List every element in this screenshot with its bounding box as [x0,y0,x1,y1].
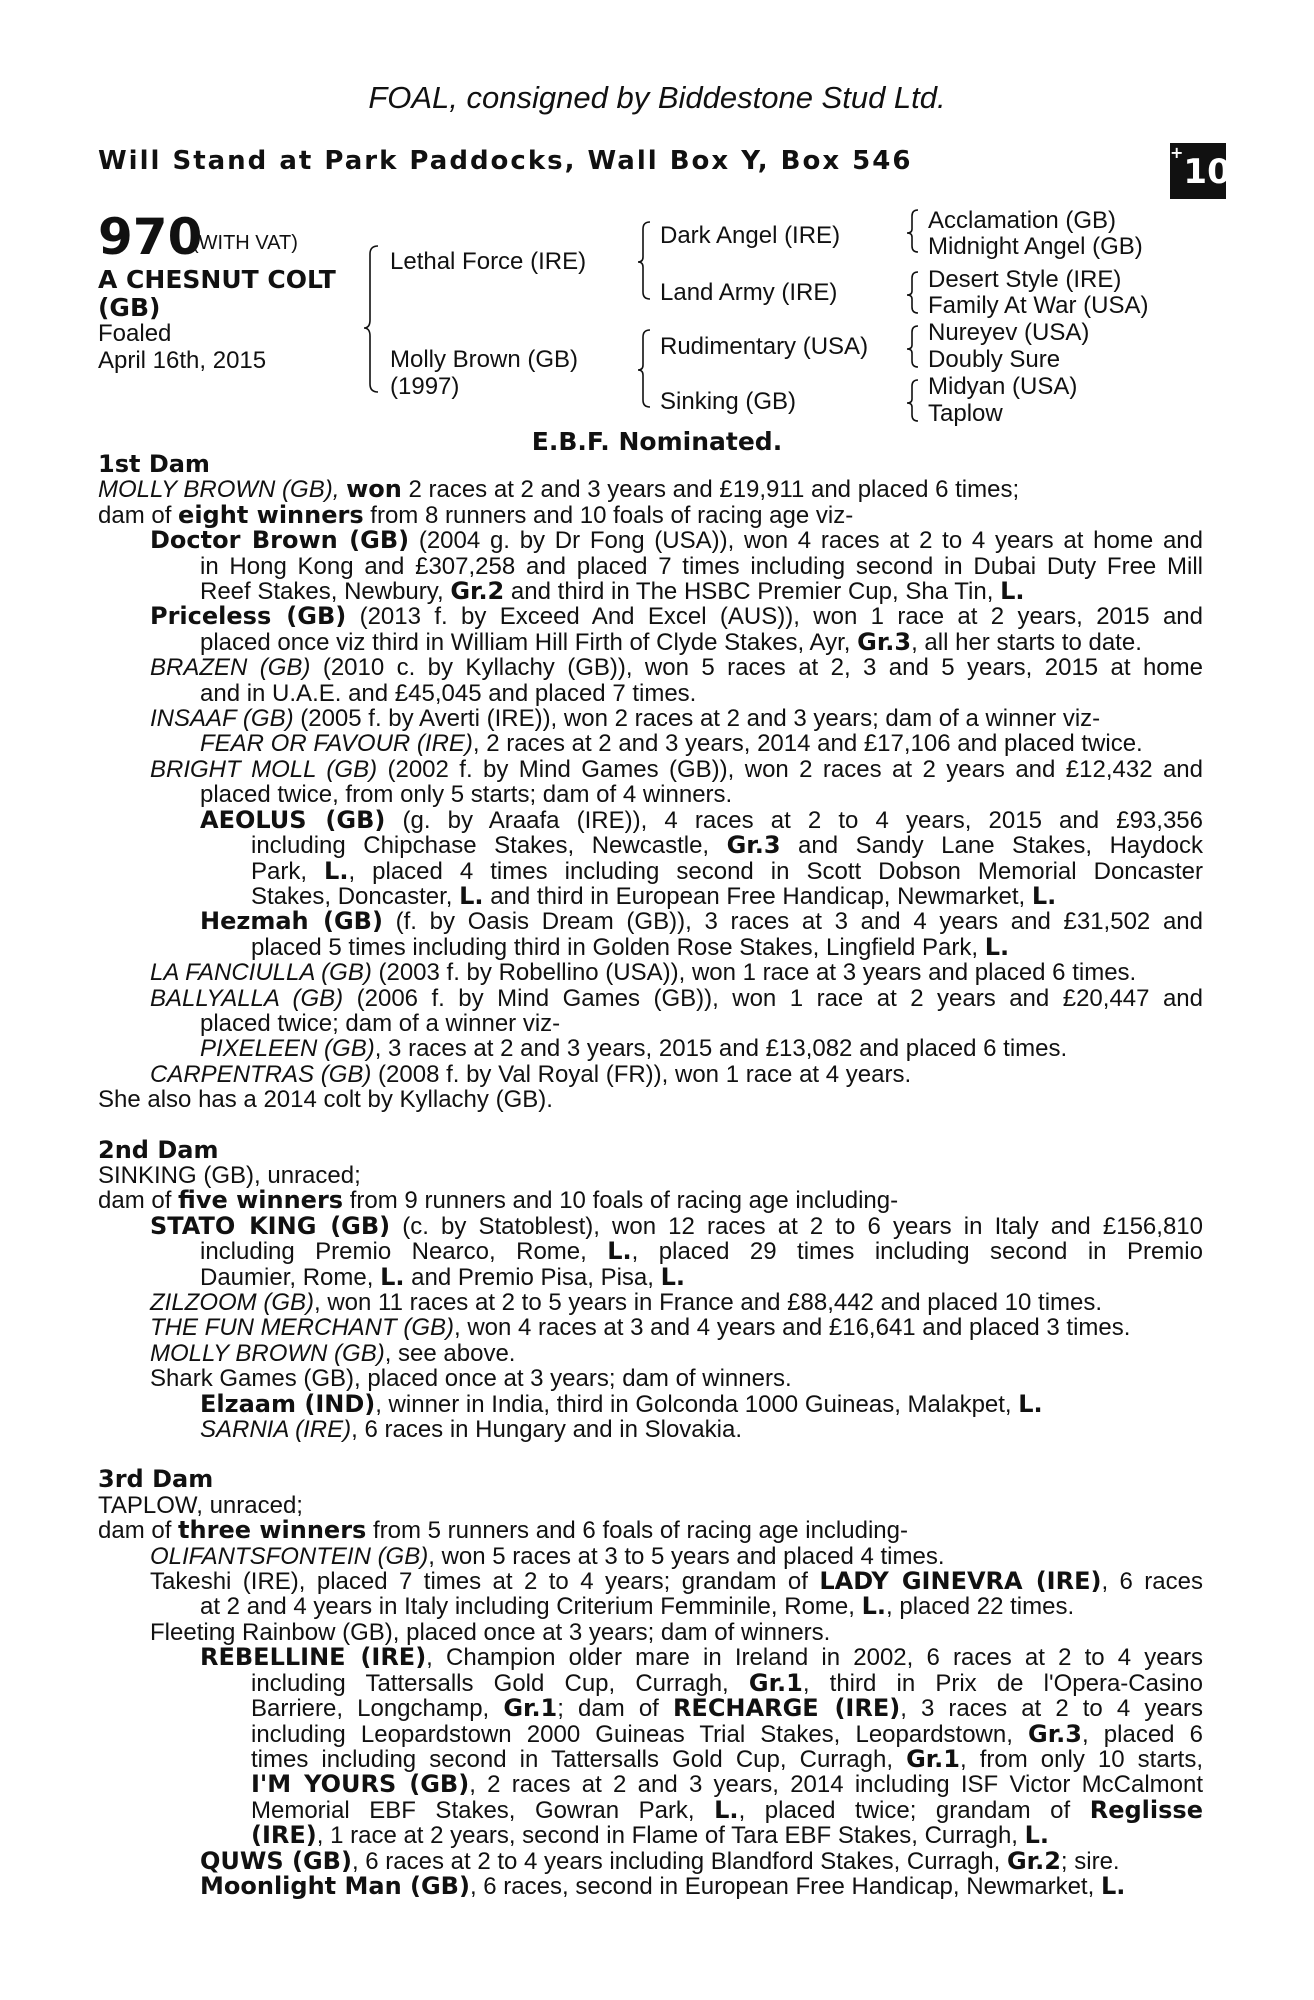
text: placed once viz third in William Hill Firth of Clyde Stakes, Ayr, [200,628,858,656]
pedigree-sire: Lethal Force (IRE) [390,248,587,275]
text: and Sandy Lane Stakes, Haydock [780,832,1203,860]
grand-produce-entry [98,1417,1203,1442]
horse-name: PIXELEEN (GB) [200,1035,375,1063]
text: , 6 races [1101,1568,1203,1596]
grade: Gr.2 [1006,1846,1061,1875]
text: (2008 f. by Val Royal (FR)), won 1 race at 4 years. [371,1060,912,1088]
foaled-date: April 16th, 2015 [98,347,267,374]
text: , 2 races at 2 and 3 years, 2014 and £17,106 and placed twice. [472,730,1143,758]
produce-entry [98,986,1203,1011]
text: dam of [98,1517,179,1545]
text: , placed 29 times including second in Premio [631,1238,1203,1266]
grand-produce-cont [98,856,1204,885]
listed: L. [1100,1871,1126,1900]
horse-name: INSAAF (GB) [150,705,294,733]
horse-name: SARNIA (IRE) [200,1416,352,1444]
text: placed twice; dam of a winner viz- [200,1009,561,1037]
pedigree-sire-sire: Dark Angel (IRE) [660,222,841,249]
text: and third in The HSBC Premier Cup, Sha Tin, [504,578,1001,606]
text: , placed 22 times. [886,1593,1075,1621]
listed: L. [607,1237,632,1266]
text: Memorial EBF Stakes, Gowran Park, [251,1796,715,1824]
grand-produce-cont [98,833,1203,858]
text: , placed 4 times including second in Scott Dobson Memorial Doncaster [348,857,1204,885]
lot-description-line1: A CHESNUT COLT [98,265,336,294]
text: , Champion older mare in Ireland in 2002, 6 races at 2 to 4 years [426,1644,1203,1672]
dam-history [98,452,1203,1899]
grand-produce-entry [98,1645,1203,1670]
produce-entry-cont [98,554,1203,579]
pedigree-dam-year: (1997) [390,373,460,400]
horse-name: Moonlight Man (GB) [200,1871,470,1900]
ebf-nomination: E.B.F. Nominated. [531,427,783,456]
grade: Gr.1 [748,1668,803,1697]
text: , see above. [384,1339,516,1367]
brace-g4 [907,380,918,421]
produce-entry-cont [98,579,1203,604]
grand-produce-cont [98,1823,1203,1848]
text: in Hong Kong and £307,258 and placed 7 times including second in Dubai Duty Free Mill [200,552,1203,580]
produce-entry-cont [98,782,1203,807]
horse-name: CARPENTRAS (GB) [150,1060,372,1088]
foaled-label: Foaled [98,320,172,347]
catalogue-title: FOAL, consigned by Biddestone Stud Ltd. [368,80,946,115]
winner-count: three winners [178,1516,367,1545]
text: (2010 c. by Kyllachy (GB)), won 5 races at 2, 3 and 5 years, 2015 at home [310,654,1203,682]
text: (f. by Oasis Dream (GB)), 3 races at 3 and 4 years and £31,502 and [382,908,1203,936]
pedigree-braces [0,0,1314,440]
text: , from only 10 starts, [960,1745,1204,1773]
text: and Premio Pisa, Pisa, [404,1263,661,1291]
listed: L. [1031,881,1057,910]
grand-produce-cont [98,1668,1203,1697]
produce-entry [98,604,1203,629]
brace-g3 [907,326,918,367]
grade: Gr.1 [503,1694,558,1723]
lot-description-line2: (GB) [98,293,161,322]
grand-produce-cont [98,932,1203,961]
horse-name: MOLLY BROWN (GB) [150,1339,385,1367]
listed: L. [324,856,349,885]
second-dam-produce [98,1188,1203,1213]
text: including Tattersalls Gold Cup, Curragh, [251,1669,749,1697]
text: ; sire. [1060,1847,1120,1875]
text: , 3 races at 2 and 3 years, 2015 and £13,082 and placed 6 times. [374,1035,1068,1063]
first-dam-line [98,477,1203,502]
horse-name: Doctor Brown (GB) [150,526,410,555]
grand-produce-cont [98,1696,1203,1721]
text: from 8 runners and 10 foals of racing age viz- [363,501,854,529]
grand-produce-cont [98,1744,1204,1773]
second-dam-line: SINKING (GB), unraced; [98,1161,361,1189]
horse-name: I'M YOURS (GB) [251,1770,470,1799]
horse-name: QUWS (GB) [200,1846,352,1875]
produce-entry [98,1315,1203,1340]
produce-entry-cont [98,627,1203,656]
text: ; dam of [557,1695,673,1723]
grand-produce-entry [98,731,1203,756]
horse-name: FEAR OR FAVOUR (IRE) [200,730,473,758]
pedigree-g3-2: Midnight Angel (GB) [928,233,1143,260]
grand-produce-entry [98,805,1203,834]
won-text: won [346,475,402,504]
text: dam of [98,1187,179,1215]
text: , third in Prix de l'Opera-Casino [802,1669,1203,1697]
text: Stakes, Doncaster, [251,882,460,910]
third-dam-heading: 3rd Dam [98,1465,214,1494]
horse-name: BRIGHT MOLL (GB) [150,755,378,783]
text: , 6 races in Hungary and in Slovakia. [351,1416,743,1444]
produce-entry [98,1544,1203,1569]
grade: Gr.2 [450,577,505,606]
text: , won 11 races at 2 to 5 years in France and £88,442 and placed 10 times. [314,1289,1103,1316]
lot-vat: (WITH VAT) [192,232,298,254]
text: , winner in India, third in Golconda 1000 Guineas, Malakpet, [375,1390,1019,1418]
horse-name: Elzaam (IND) [200,1389,376,1418]
horse-name: OLIFANTSFONTEIN (GB) [150,1542,429,1570]
text: (2006 f. by Mind Games (GB)), won 1 race at 2 years and £20,447 and [343,984,1204,1012]
also-note: She also has a 2014 colt by Kyllachy (GB). [98,1086,553,1114]
produce-entry [98,1341,1203,1366]
winner-count: eight winners [178,500,364,529]
produce-entry-cont [98,1239,1203,1264]
produce-entry [98,1062,1203,1087]
produce-entry [98,528,1203,553]
pedigree-sire-dam: Land Army (IRE) [660,279,838,306]
produce-entry [98,757,1203,782]
text: (2005 f. by Averti (IRE)), won 2 races at 2 and 3 years; dam of a winner viz- [293,705,1101,733]
text: , won 4 races at 3 and 4 years and £16,641 and placed 3 times. [453,1314,1131,1342]
horse-name: RECHARGE (IRE) [672,1694,901,1723]
produce-entry-cont [98,1011,1203,1036]
text: , won 5 races at 3 to 5 years and placed 4 times. [428,1542,945,1570]
pedigree-g3-1: Acclamation (GB) [928,207,1117,234]
dam-record: 2 races at 2 and 3 years and £19,911 and placed 6 times; [401,476,1020,504]
grand-produce-entry [98,1036,1203,1061]
horse-name: Reglisse [1089,1795,1203,1824]
grade: Gr.3 [726,831,781,860]
horse-name: THE FUN MERCHANT (GB) [150,1314,454,1342]
produce-entry [98,655,1203,680]
text: placed twice, from only 5 starts; dam of 4 winners. [200,781,733,809]
text: and third in European Free Handicap, Newmarket, [483,882,1032,910]
text: , placed 6 [1081,1720,1203,1748]
listed: L. [380,1262,405,1291]
horse-name: Hezmah (GB) [200,907,383,936]
text: (2002 f. by Mind Games (GB)), won 2 races at 2 years and £12,432 and [377,755,1203,783]
brace-dam-line [638,330,650,407]
pedigree-dam-dam: Sinking (GB) [660,388,797,415]
produce-entry [98,1569,1203,1594]
grand-produce-cont [98,1772,1203,1797]
brace-g2 [907,272,918,313]
horse-suffix: (IRE) [251,1821,317,1850]
text: , 1 race at 2 years, second in Flame of Tara EBF Stakes, Curragh, [316,1822,1025,1850]
produce-entry [98,706,1203,731]
grade: Gr.1 [906,1744,960,1773]
brace-sire-dam [364,246,378,392]
text: and in U.A.E. and £45,045 and placed 7 times. [200,679,697,707]
third-dam-produce [98,1518,1203,1543]
listed: L. [1000,577,1025,606]
text: , all her starts to date. [911,628,1142,656]
text: including Leopardstown 2000 Guineas Trial Stakes, Leopardstown, [251,1720,1029,1748]
third-dam-line: TAPLOW, unraced; [98,1491,303,1519]
horse-name: BRAZEN (GB) [150,654,311,682]
produce-entry [98,1211,1203,1240]
stand-location: Will Stand at Park Paddocks, Wall Box Y, Box 546 [98,146,913,176]
pedigree-g3-7: Midyan (USA) [928,373,1078,400]
horse-name: LA FANCIULLA (GB) [150,959,372,987]
grand-produce-entry [98,1846,1203,1875]
text: (2003 f. by Robellino (USA)), won 1 race at 3 years and placed 6 times. [371,959,1137,987]
text: dam of [98,501,179,529]
text: including Chipchase Stakes, Newcastle, [251,832,727,860]
grand-produce-entry [98,1871,1203,1900]
horse-name: ZILZOOM (GB) [150,1289,314,1316]
produce-entry [98,960,1203,985]
produce-entry-cont [98,1262,1203,1291]
grand-produce-cont [98,881,1203,910]
text: including Premio Nearco, Rome, [200,1238,608,1266]
badge-number: 10 [1183,152,1231,192]
produce-entry-cont [98,1594,1203,1619]
text: placed 5 times including third in Golden Rose Stakes, Lingfield Park, [251,933,985,961]
listed: L. [1024,1821,1050,1850]
first-dam-heading: 1st Dam [98,450,210,478]
horse-name: BALLYALLA (GB) [150,984,344,1012]
badge-plus: + [1170,143,1184,162]
text: , 6 races, second in European Free Handicap, Newmarket, [469,1872,1101,1900]
horse-name: Priceless (GB) [150,602,347,631]
produce-entry-cont [98,681,1203,706]
text: (2004 g. by Dr Fong (USA)), won 4 races at 2 to 4 years at home and [409,527,1203,555]
lot-number: 970 [98,208,203,266]
brace-sire-line [638,222,650,299]
text: , placed twice; grandam of [738,1796,1090,1824]
text: Reef Stakes, Newbury, [200,578,451,606]
winner-count: five winners [178,1186,344,1215]
grand-produce-cont [98,1719,1203,1748]
horse-name: REBELLINE (IRE) [200,1643,427,1672]
grade: Gr.3 [857,627,912,656]
horse-name: AEOLUS (GB) [200,805,386,834]
listed: L. [714,1795,739,1824]
text: Park, [251,857,325,885]
produce-entry [98,1290,1203,1315]
text: Barriere, Longchamp, [251,1695,504,1723]
horse-name: STATO KING (GB) [150,1211,391,1240]
second-dam-heading: 2nd Dam [98,1135,219,1164]
horse-name: LADY GINEVRA (IRE) [819,1567,1102,1596]
pedigree-g3-4: Family At War (USA) [928,292,1149,319]
pedigree-g3-8: Taplow [928,400,1003,427]
pedigree-dam-sire: Rudimentary (USA) [660,333,869,360]
pedigree-g3-6: Doubly Sure [928,346,1061,373]
text: (c. by Statoblest), won 12 races at 2 to 6 years in Italy and £156,810 [390,1212,1203,1240]
text: from 5 runners and 6 foals of racing age including- [366,1517,908,1545]
produce-entry: Fleeting Rainbow (GB), placed once at 3 years; dam of winners. [150,1618,831,1646]
grand-produce-entry [98,1389,1203,1418]
pedigree-dam: Molly Brown (GB) [390,346,579,373]
pedigree-g3-3: Desert Style (IRE) [928,266,1122,293]
text: times including second in Tattersalls Gold Cup, Curragh, [251,1745,907,1773]
listed: L. [660,1262,686,1291]
text: (g. by Araafa (IRE)), 4 races at 2 to 4 years, 2015 and £93,356 [385,806,1203,834]
dam-name: MOLLY BROWN (GB), [98,476,347,504]
grade: Gr.3 [1028,1719,1082,1748]
pedigree-g3-5: Nureyev (USA) [928,319,1090,346]
listed: L. [459,881,484,910]
text: , 6 races at 2 to 4 years including Blandford Stakes, Curragh, [351,1847,1007,1875]
grand-produce-cont [98,1795,1203,1824]
grand-produce-entry [98,909,1203,934]
first-dam-produce [98,500,1203,529]
text: from 9 runners and 10 foals of racing age including- [343,1187,899,1215]
produce-entry: Shark Games (GB), placed once at 3 years; dam of winners. [150,1365,792,1393]
text: (2013 f. by Exceed And Excel (AUS)), won 1 race at 2 years, 2015 and [346,603,1203,631]
text: , 2 races at 2 and 3 years, 2014 including ISF Victor McCalmont [469,1771,1204,1799]
text: Daumier, Rome, [200,1263,381,1291]
brace-g1 [907,210,918,252]
listed: L. [984,932,1010,961]
text: at 2 and 4 years in Italy including Criterium Femminile, Rome, [200,1593,862,1621]
text: , 3 races at 2 to 4 years [900,1695,1204,1723]
listed: L. [1018,1389,1043,1418]
listed: L. [861,1592,887,1621]
text: Takeshi (IRE), placed 7 times at 2 to 4 years; grandam of [150,1568,820,1596]
